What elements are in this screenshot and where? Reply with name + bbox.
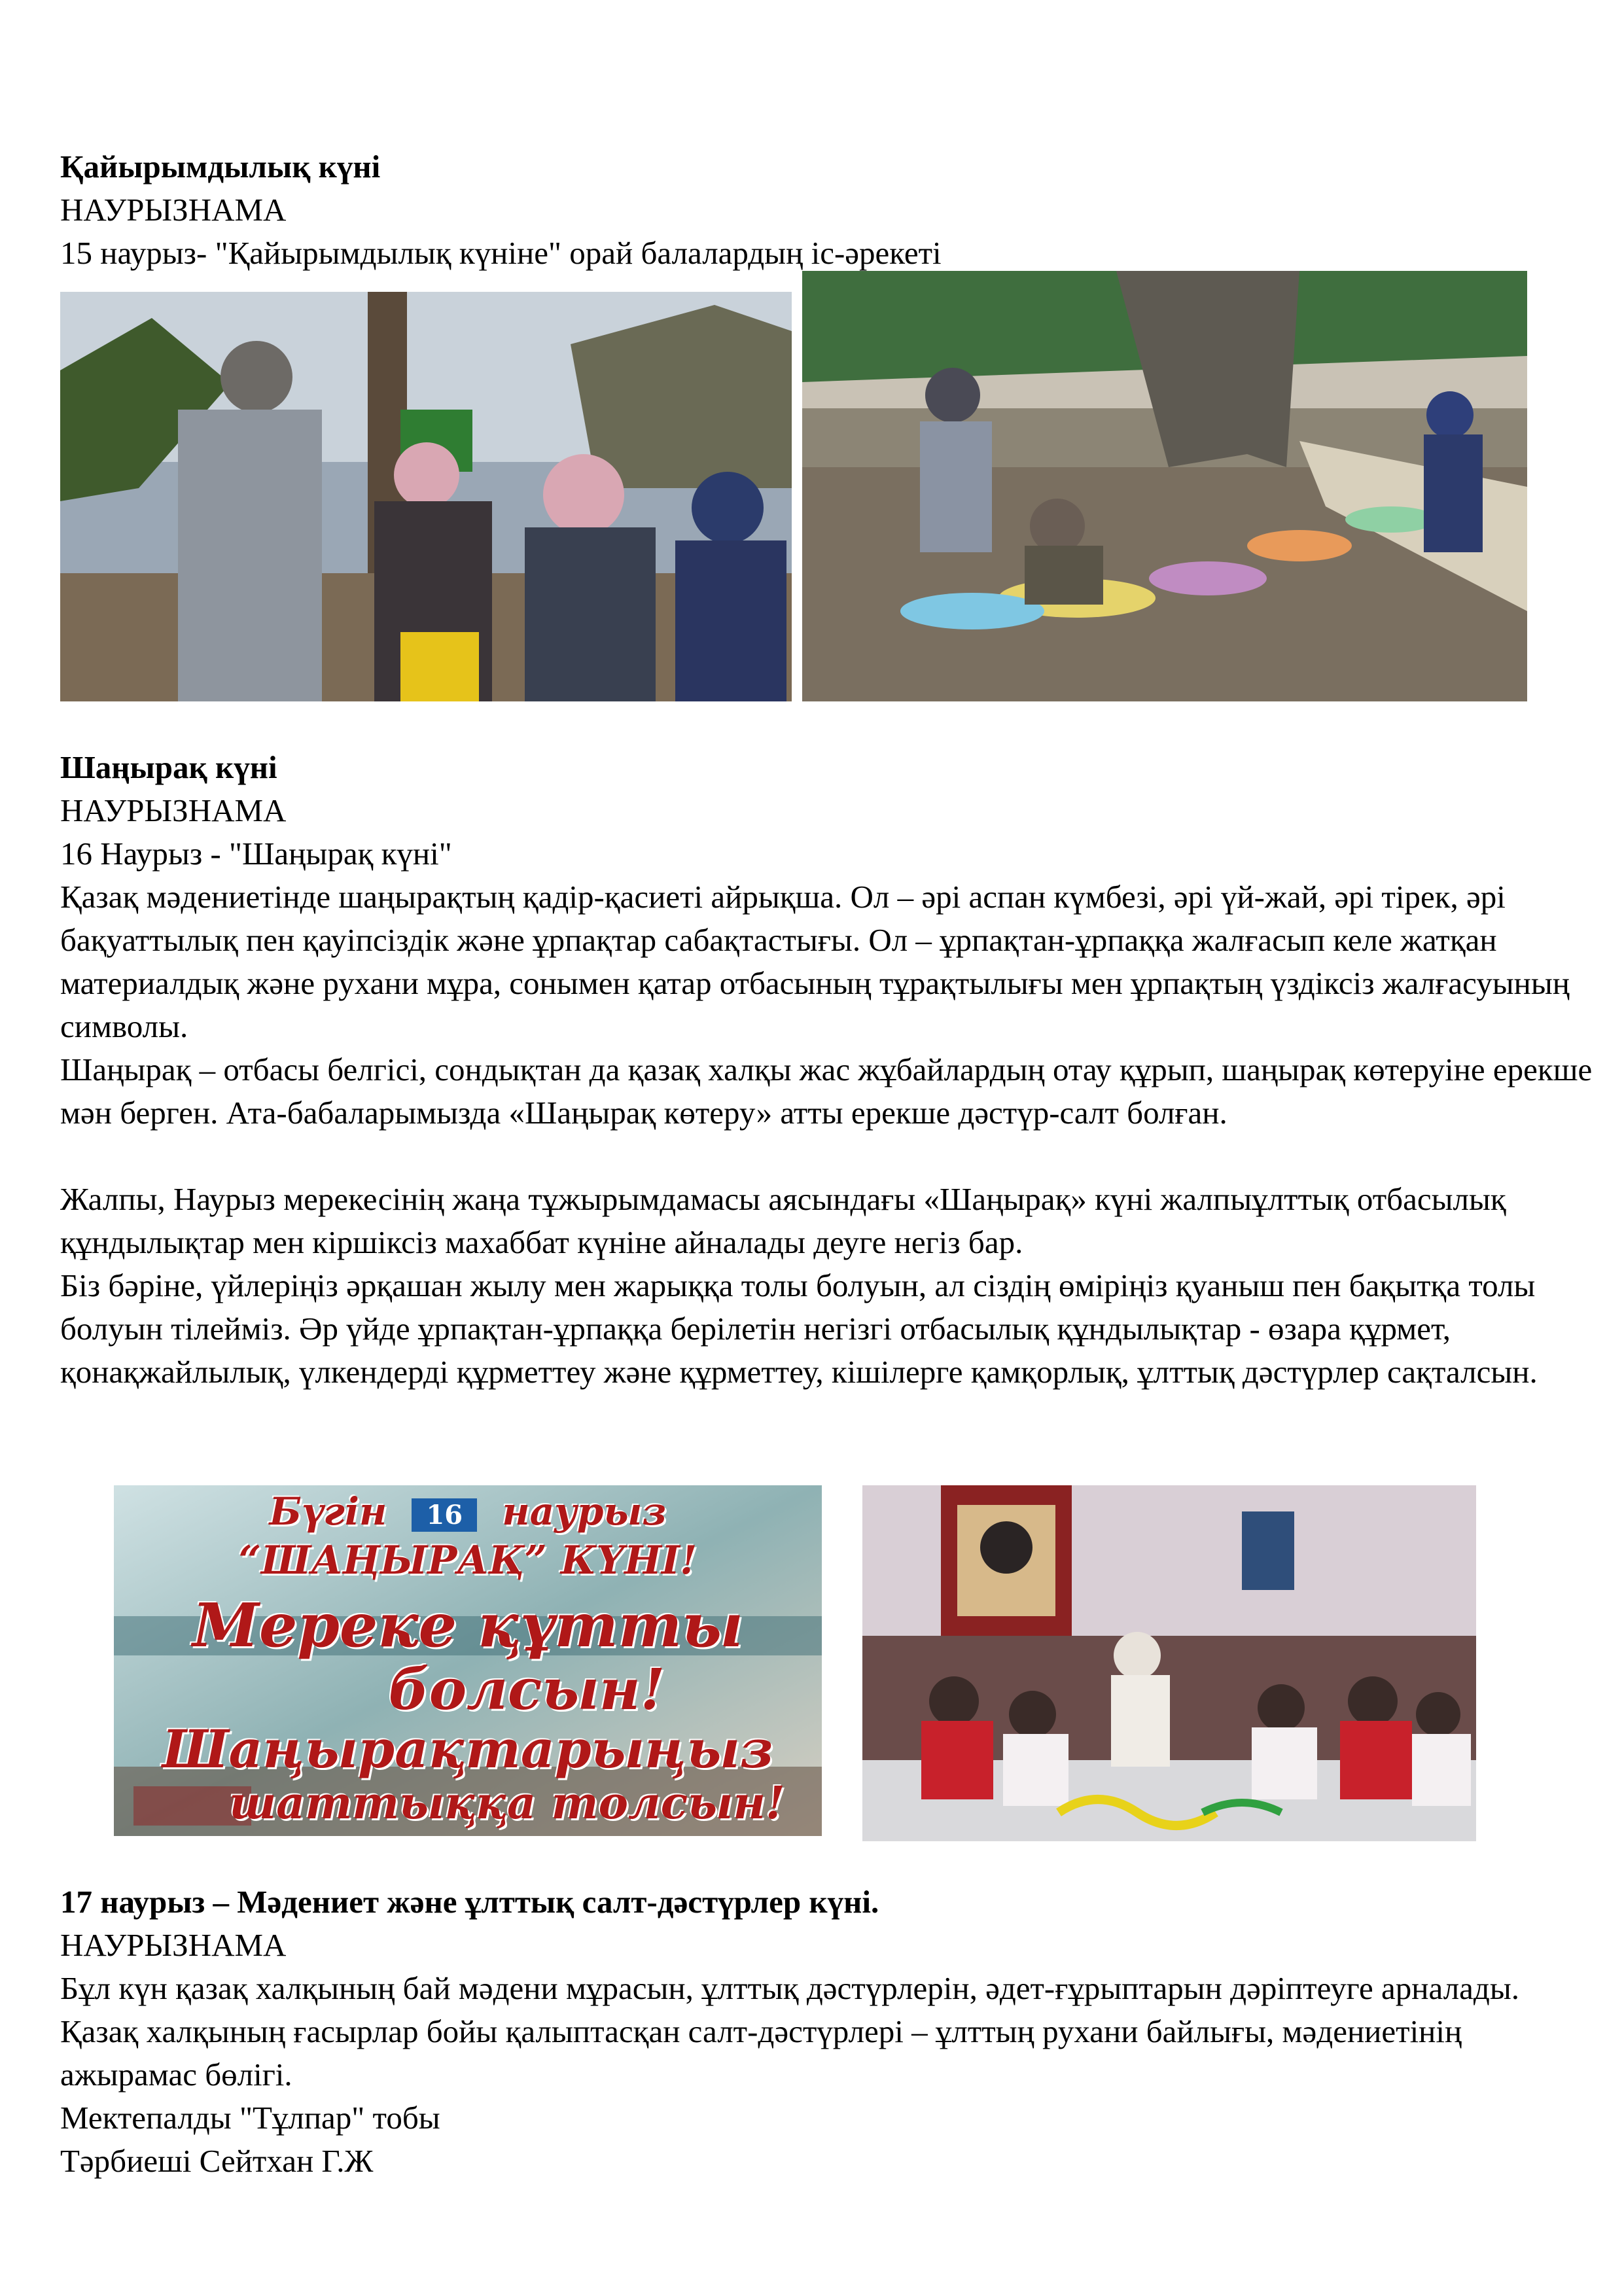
group-name: Мектепалды "Тұлпар" тобы: [60, 2100, 440, 2136]
teacher-name: Тәрбиеші Сейтхан Г.Ж: [60, 2143, 374, 2179]
section2-paragraph-3: Жалпы, Наурыз мерекесінің жаңа тұжырымдамасы аясындағы «Шаңырақ» күні жалпыұлттық отбасылық құндылықтар мен кіршіксіз махаббат күніне айналады деуге негіз бар.: [60, 1181, 1506, 1260]
section1-heading: Қайырымдылық күні: [60, 149, 381, 185]
section2-heading: Шаңырақ күні: [60, 749, 277, 785]
card-line-3: Мереке құтты: [192, 1590, 743, 1661]
card-line-1: [114, 1489, 822, 1534]
card-line-6: шаттыққа толсын!: [229, 1777, 785, 1829]
greeting-card-image: [114, 1485, 822, 1836]
photo-children-playground: [802, 271, 1527, 701]
section2-subheading: НАУРЫЗНАМА: [60, 792, 287, 828]
photo-children-yurt-celebration: [862, 1485, 1476, 1841]
card-line-2: “ШАҢЫРАҚ” КҮНІ!: [238, 1538, 697, 1583]
card-line-5: Шаңырақтарыңыз: [162, 1718, 773, 1780]
section2-paragraph-1: Қазақ мәдениетінде шаңырақтың қадір-қасиеті айрықша. Ол – әрі аспан күмбезі, әрі үй-жай, әрі тірек, әрі бақуаттылық пен қауіпсіздік және ұрпақтар сабақтастығы. Ол – ұрпақтан-ұрпаққа жалғасып келе жатқан материалдық және рухани мұра, сонымен қатар отбасының тұрақтылығы мен ұрпақтың үздіксіз жалғасуының символы.: [60, 879, 1570, 1044]
section1-caption: 15 наурыз- "Қайырымдылық күніне" орай балалардың іс-әрекеті: [60, 235, 942, 271]
card-text-bugin: Бүгін: [269, 1489, 387, 1534]
section1-subheading: НАУРЫЗНАМА: [60, 192, 287, 228]
section3-paragraph: Бұл күн қазақ халқының бай мәдени мұрасын, ұлттық дәстүрлерін, әдет-ғұрыптарын дәріптеуге арналады. Қазақ халқының ғасырлар бойы қалыптасқан салт-дәстүрлері – ұлттың рухани байлығы, мәдениетінің ажырамас бөлігі.: [60, 1970, 1520, 2093]
photo-children-birdhouse: [60, 292, 792, 701]
card-date-badge: 16: [412, 1498, 477, 1532]
section2-date-line: 16 Наурыз - "Шаңырақ күні": [60, 836, 452, 872]
card-text-nauryz: наурыз: [502, 1489, 667, 1534]
section3-subheading: НАУРЫЗНАМА: [60, 1927, 287, 1963]
section2-paragraph-2: Шаңырақ – отбасы белгісі, сондықтан да қазақ халқы жас жұбайлардың отау құрып, шаңырақ көтеруіне ерекше мән берген. Ата-бабаларымызда «Шаңырақ көтеру» атты ерекше дәстүр-салт болған.: [60, 1051, 1593, 1131]
card-line-4: болсын!: [388, 1657, 665, 1723]
section3-heading: 17 наурыз – Мәдениет және ұлттық салт-дәстүрлер күні.: [60, 1884, 879, 1920]
section2-paragraph-4: Біз бәріне, үйлеріңіз әрқашан жылу мен жарыққа толы болуын, ал сіздің өміріңіз қуаныш пен бақытқа толы болуын тілейміз. Әр үйде ұрпақтан-ұрпаққа берілетін негізгі отбасылық құндылықтар - өзара құрмет, қонақжайлылық, үлкендерді құрметтеу және құрметтеу, кішілерге қамқорлық, ұлттық дәстүрлер сақталсын.: [60, 1267, 1538, 1390]
